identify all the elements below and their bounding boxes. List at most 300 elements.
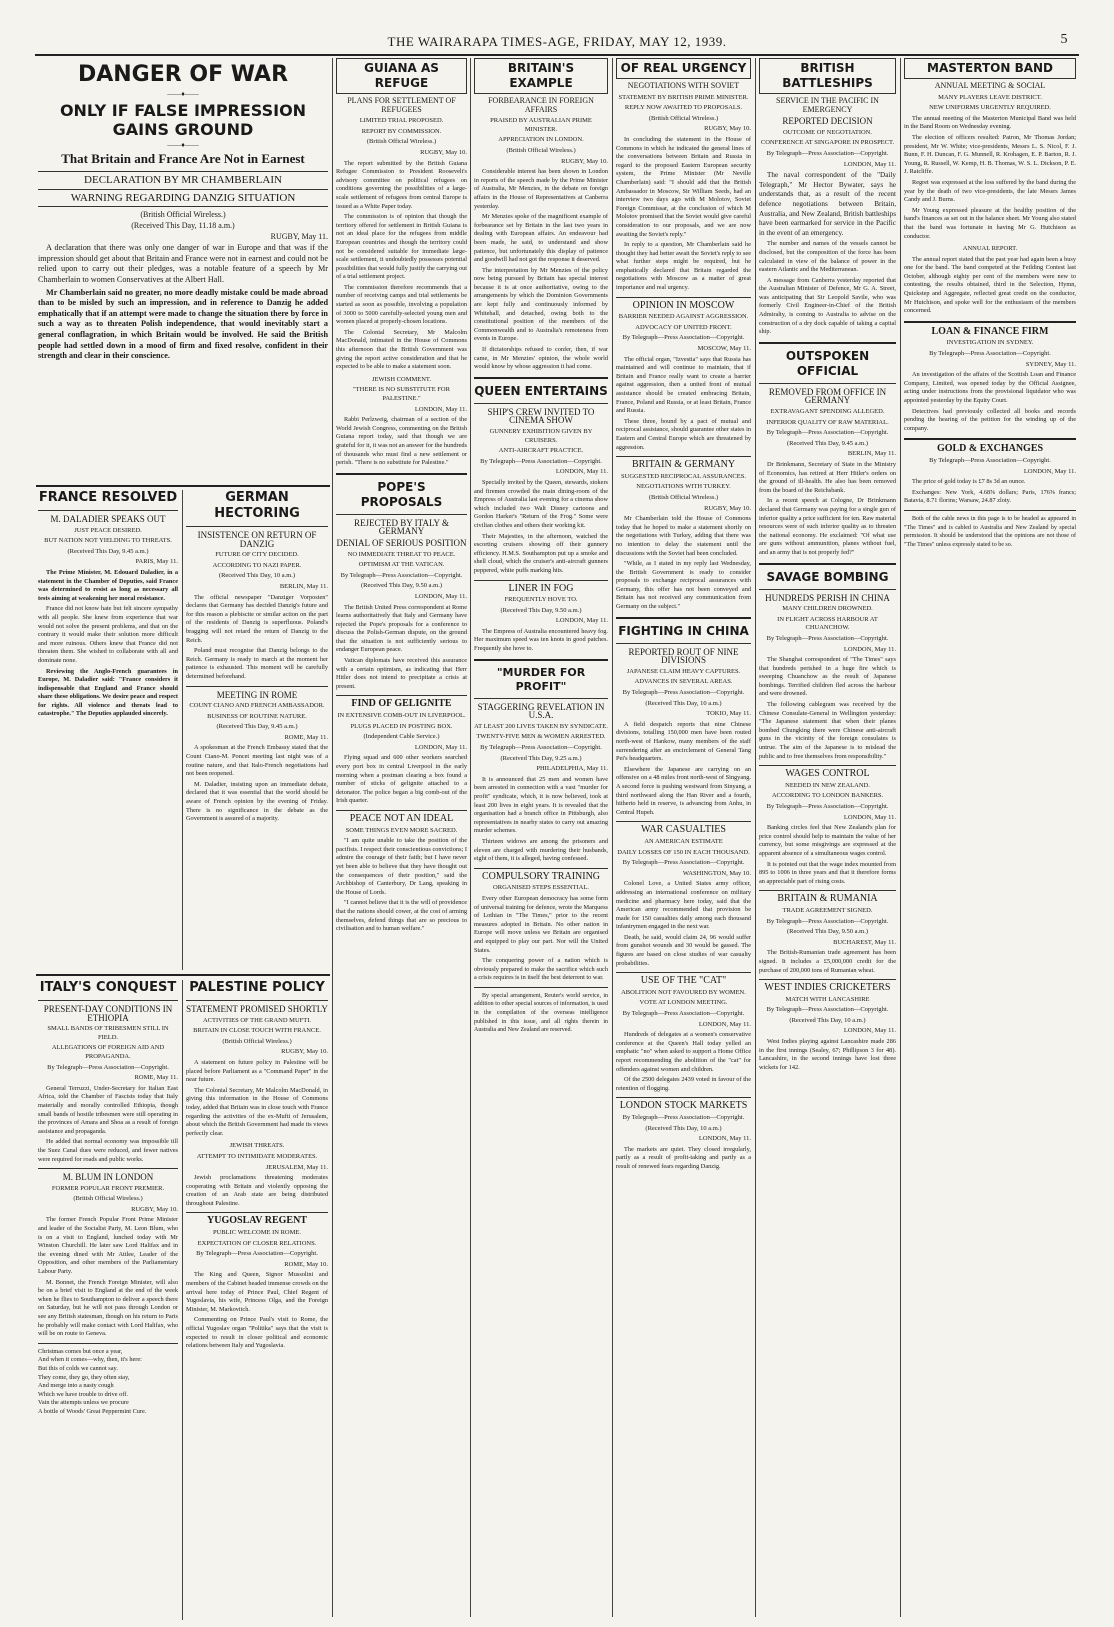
subheadline: REPORTED ROUT OF NINE DIVISIONS [628,646,739,666]
poem-line: And when it comes—why, then, it's here: [38,1356,142,1364]
subheadline: OUTCOME OF NEGOTIATION. [782,128,872,136]
column-divider [182,980,183,1620]
source-line: (British Official Wireless.) [648,114,719,122]
subheadline: TWENTY-FIVE MEN & WOMEN ARRESTED. [476,733,606,741]
paragraph: Regret was expressed at the loss suffered by the band during the year by the death of two vice-presidents, the late Messrs James Candy and J. Burns. [904,178,1076,204]
subheadline: IN FLIGHT ACROSS HARBOUR AT CHUANCHOW. [777,615,878,632]
subheadline: FUTURE OF CITY DECIDED. [215,551,299,559]
subheadline: FORMER POPULAR FRONT PREMIER. [51,1184,165,1192]
received-line: (Received This Day, 11.18 a.m.) [131,220,235,230]
paragraph: The Colonial Secretary, Mr Malcolm MacDonald, intimated in the House of Commons this afternoon that the British Government was giving the report active consideration and that he expected to be able to make a statement soon. [336,328,467,371]
article-danger-of-war [38,58,328,483]
subheadline: MANY CHILDREN DROWNED. [782,605,873,613]
rule [474,698,608,699]
headline: USE OF THE "CAT" [640,975,727,987]
paragraph: Considerable interest has been shown in London in reports of the speech made by the Prime Minister of Australia, Mr Menzies, in the debate on foreign affairs in the House of Representatives at Canberra yesterday. [474,168,608,210]
paragraph: Vatican diplomats have received this assurance with a certain optimism, as indicating that Herr Hitler does not intend to precipitate a crisis at present. [336,657,467,690]
rule [759,765,896,766]
subheadline: ALLEGATIONS OF FOREIGN AID AND PROPAGANDA. [51,1044,165,1060]
rule [904,438,1076,440]
column-4 [474,58,608,1613]
subheadline: PUBLIC WELCOME IN ROME. [213,1229,301,1237]
paragraph: Detectives had previously collected all books and records pending the hearing of the petition for the winding up of the company. [904,407,1076,432]
byline: By Telegraph—Press Association—Copyright. [929,456,1051,464]
subheadline: ACCORDING TO NAZI PAPER. [212,561,302,569]
paragraph: Colonel Love, a United States army officer, addressing an international conference on military medicine and pharmacy here today, said that the American army recommended that provision be made for 150 casualties daily among each thousand infantrymen engaged in the next war. [616,880,751,931]
headline: LONDON STOCK MARKETS [619,1100,748,1112]
byline: By Telegraph—Press Association—Copyright. [766,429,889,437]
rule [759,979,896,980]
paragraph: The election of officers resulted: Patron, Mr Thomas Jordan; president, Mr W. White; vice-presidents, Messrs L. S. Nicol, F. J. Bunn, F. H. Duncan, F. G. Munnell, R. Krohagen, E. P. Barton, R. J. Young, R. Russell, W. Kemp, H. B. Thomas, W. S. L. Dickson, P. E. J. Ratcliffe. [904,133,1076,176]
subheadline: BARRIER NEEDED AGAINST AGGRESSION. [618,313,749,321]
copyright-note: Both of the cable news in this page is to be headed as appeared in "The Times" and is cabled to Australia and New Zealand by special permission. It should be understood that the opinions are not those of "The Times" unless expressly stated to be so. [904,515,1076,548]
headline: FRANCE RESOLVED [38,490,178,505]
rule [616,297,751,298]
subheadline: INSISTENCE ON RETURN OF DANZIG [197,530,317,549]
dateline: LONDON, May 11. [414,592,467,600]
subheadline: YUGOSLAV REGENT [207,1215,307,1227]
headline: BRITAIN & RUMANIA [777,893,878,905]
subheadline: ORGANISED STEPS ESSENTIAL. [493,884,589,892]
byline: By Telegraph—Press Association—Copyright. [766,917,889,925]
rule [616,821,751,822]
byline: By Telegraph—Press Association—Copyright. [766,803,889,810]
rule [759,342,896,344]
divider: ——♦—— [167,140,199,149]
subheadline: JUST PEACE DESIRED. [74,526,142,534]
subheadline: ABOLITION NOT FAVOURED BY WOMEN. [621,988,746,996]
headline: BRITAIN'S EXAMPLE [507,61,575,90]
column-7 [904,58,1076,1613]
column-3 [336,58,467,1613]
paragraph: In concluding the statement in the House of Commons in which he indicated the general lines of the conversations between Britain and Russia in regard to the proposed Eastern European security system, the Prime Minister (Mr Neville Chamberlain) said: "I should add that the British Ambassador in Moscow, Sir William Seeds, had an interview two days ago with M Molotov, Soviet Foreign Commissar, at the conclusion of which M Molotov promised that the Soviet would give careful consideration to our proposals, and we are now awaiting the Soviet's reply." [616,135,751,238]
paragraph: In reply to a question, Mr Chamberlain said he thought they had better await the Soviet's reply to see what further steps might be required, but he emphatically declared that Britain regarded the negotiations with Moscow as a matter of great importance and real urgency. [616,241,751,292]
subheadline: ANNUAL REPORT. [962,245,1018,253]
paragraph: "I cannot believe that it is the will of providence that the nations should cower, at the cost of arming themselves, defend things that are so precious to civilisation and to human welfare." [336,899,467,933]
paragraph: The King and Queen, Signor Mussolini and members of the Cabinet headed immense crowds on the arrival here today of Prince Paul, Chief Regent of Yugoslavia, his wife, Princess Olga, and the Foreign Minister, M. Markovitch. [186,1271,328,1313]
subheadline: NEW UNIFORMS URGENTLY REQUIRED. [929,104,1051,112]
paragraph: It is pointed out that the wage index mounted from 895 to 1006 in three years and that it therefore forms an appreciable part of rising costs. [759,860,896,885]
subheadline: ATTEMPT TO INTIMIDATE MODERATES. [196,1152,318,1160]
paragraph: "I am quite unable to take the position of the pacifists. I respect their conscientious convictions; I admire the courage of their faith; but I have never yet been able to believe that they have thought out the consequences of their position," said the Archbishop of Canterbury, Dr Lang, speaking in the House of Lords. [336,837,467,896]
dateline: RUGBY, May 10. [131,1205,178,1213]
subheadline: AN AMERICAN ESTIMATE [644,837,723,845]
subheadline: WARNING REGARDING DANZIG SITUATION [70,191,296,204]
received-line: (Received This Day, 9.50 a.m.) [786,928,869,936]
rule [186,1000,328,1001]
received-line: (Received This Day, 10 a.m.) [218,572,296,580]
rule [336,695,467,696]
column-6 [759,58,896,1613]
received-line: (Received This Day, 10 a.m.) [789,1016,866,1024]
subheadline: M. DALADIER SPEAKS OUT [50,514,166,524]
dateline: RUGBY, May 10. [420,148,467,156]
source-line: (Independent Cable Service.) [363,733,440,741]
subheadline: EXTRAVAGANT SPENDING ALLEGED. [770,408,885,416]
dateline: SYDNEY, May 11. [1025,360,1076,368]
subheadline: That Britain and France Are Not in Earnest [61,151,305,167]
poem-line: But this of colds we cannot say. [38,1364,118,1372]
divider: ——♦—— [167,90,199,98]
paragraph: Reviewing the Anglo-French guarantees in Europe, M. Daladier said: "France considers it indispensable that England and France should share these obligations. We desire peace and respect for rights. All violence and threats lead to catastrophe." The Deputies applauded sincerely. [38,667,178,718]
headline: COMPULSORY TRAINING [481,870,601,882]
rule [759,890,896,891]
subheadline: REJECTED BY ITALY & GERMANY [354,517,449,537]
subheadline: ADVOCACY OF UNITED FRONT. [635,323,732,331]
article-masterton-band [904,58,1076,79]
paragraph: A spokesman at the French Embassy stated that the Count Ciano-M. Poncet meeting last night was of a routine nature, and that Italo-French negotiations had not been reopened. [186,744,328,778]
dateline: RUGBY, May 10. [281,1048,328,1056]
subheadline: STATEMENT PROMISED SHORTLY [186,1004,328,1014]
headline: GERMAN HECTORING [214,490,300,521]
paragraph: General Terruzzi, Under-Secretary for Italian East Africa, told the Chamber of Fascists today that Italy materially and morally controlled Ethiopia, though small bands of hostile tribesmen were still operating in the provinces of Amara and Shoa as a result of foreign assistance and propaganda. [38,1084,178,1135]
dateline: JERUSALEM, May 11. [265,1163,328,1171]
subheadline: MEETING IN ROME [216,689,298,700]
paragraph: The British-Rumanian trade agreement has been signed. It includes a £5,000,000 credit for the purchase of 200,000 tons of Rumanian wheat. [759,949,896,974]
rule [904,510,1076,511]
subheadline: AT LEAST 200 LIVES TAKEN BY SYNDICATE. [474,722,608,730]
headline: WAGES CONTROL [785,768,870,780]
dateline: LONDON, May 11. [843,160,896,168]
byline: By Telegraph—Press Association—Copyright. [766,149,889,157]
rule [759,563,896,565]
subheadline: ACTIVITIES OF THE GRAND MUFTI. [202,1016,312,1024]
headline: BRITAIN & GERMANY [631,459,736,471]
rule [336,810,467,811]
received-line: (Received This Day, 9.50 a.m.) [500,606,582,614]
subheadline: BUSINESS OF ROUTINE NATURE. [207,712,307,720]
subheadline: MATCH WITH LANCASHIRE [785,995,870,1003]
dateline: TOKIO, May 11. [706,710,751,718]
subheadline: NO IMMEDIATE THREAT TO PEACE. [347,550,456,558]
subheadline: CONFERENCE AT SINGAPORE IN PROSPECT. [760,139,895,147]
paragraph: Mr Young expressed pleasure at the healthy position of the band's finances as set out in the balance sheet. Mr Young also stated that the band was fortunate in having Mr G. Hutchison as conductor. [904,206,1076,240]
article-france-resolved [38,490,178,970]
source-line: (British Official Wireless.) [222,1037,292,1045]
paragraph: Mr Menzies spoke of the magnificent example of forbearance set by Britain in the last two years in dealing with European affairs. An endeavour had been made, he said, to understand and show patience, but unfortunately this display of patience and goodwill had not got the response it deserved. [474,213,608,264]
byline: By Telegraph—Press Association—Copyright. [622,1010,745,1018]
dateline: LONDON, May 11. [843,1027,896,1035]
paragraph: The following cablegram was received by the Chinese Consulate-General in Wellington yesterday: "The Japanese statement that when their planes bombed Chungking there were Chinese anti-aircraft guns in the vicinity of the foreign consulates is untrue. The aim of the Japanese is to mislead the public and to free themselves from responsibility." [759,701,896,760]
paragraph: The Empress of Australia encountered heavy fog. Her maximum speed was ten knots in good patches. Frequently she hove to. [474,627,608,653]
poem-line: Christmas comes but once a year, [38,1347,123,1355]
received-line: (Received This Day, 9.45 a.m.) [216,723,298,731]
headline: POPE'S PROPOSALS [360,479,443,509]
subheadline: GUNNERY EXHIBITION GIVEN BY CRUISERS. [489,428,593,444]
headline: FIND OF GELIGNITE [351,698,452,710]
rule [336,514,467,515]
headline: "MURDER FOR PROFIT" [496,665,586,693]
rule [38,1000,178,1001]
source-line: (British Official Wireless.) [648,493,719,501]
subheadline: APPRECIATION IN LONDON. [498,136,584,144]
paragraph: A message from Canberra yesterday reported that the Australian Minister of Defence, Mr G. A. Street, was anticipating that Sir Leopold Savile, who was formerly Civil Engineer-in-Chief of the British Admiralty, is coming to Australia to advise on the construction of a dry dock capable of taking a capital ship. [759,276,896,336]
rule [759,383,896,384]
subheadline: FORBEARANCE IN FOREIGN AFFAIRS [488,96,594,114]
column-divider [182,490,183,970]
paragraph: An investigation of the affairs of the Scottish Loan and Finance Company, Limited, was opened today by the Official Assignee, acting under instructions from the provisional liquidator who was appointed yesterday by the Equity Court. [904,371,1076,404]
rule [616,972,751,973]
subheadline: FREQUENTLY HOVE TO. [504,596,578,604]
subheadline: HUNDREDS PERISH IN CHINA [765,592,890,603]
subheadline: STAGGERING REVELATION IN U.S.A. [477,701,605,721]
paragraph: Death, he said, would claim 24, 96 would suffer from gunshot wounds and 30 would be gassed. The figures are based on close studies of war casualty probabilities. [616,933,751,967]
dateline: MOSCOW, May 11. [697,345,751,353]
paragraph: Exchanges: New York, 4.68⅝ dollars; Paris, 176⅝ francs; Batavia, 8.71 florins; Warsaw, 24.87 zloty. [904,488,1076,505]
rule [38,1343,178,1344]
dateline: LONDON, May 11. [555,617,608,625]
subheadline: EXPECTATION OF CLOSER RELATIONS. [197,1239,317,1247]
paragraph: The commission is of opinion that though the territory offered for settlement in British Guiana is not an ideal place for the refugees from middle European countries and though the territory could not be considered suitable for immediate large-scale settlement, it undoubtedly possesses potential possibilities that would fully justify the carrying out of a trial settlement project. [336,213,467,281]
paragraph: The interpretation by Mr Menzies of the policy now being pursued by Britain has special interest because it is at once authoritative, owing to the arrangements by which the Dominion Governments are kept fully and continuously informed by Whitehall, and detached, owing both to the constitutional position of the members of the Commonwealth and to Australia's remoteness from events in Europe. [474,266,608,343]
paragraph: Commenting on Prince Paul's visit to Rome, the official Yugoslav organ "Politika" says that the visit is expected to result in closer political and economic relations between Italy and Yugoslavia. [186,1316,328,1350]
subheadline: PLUGS PLACED IN POSTING BOX. [350,722,453,730]
paragraph: A field despatch reports that nine Chinese divisions, totalling 150,000 men have been routed north-west of Hankow, many members of the staff surrendering after an encirclement of General Tang Pei's headquarters. [616,720,751,763]
subheadline: PLANS FOR SETTLEMENT OF REFUGEES [347,96,456,114]
paragraph: The number and names of the vessels cannot be disclosed, but the composition of the force has been calculated in view of the balance of power in the eastern Atlantic and the Mediterranean. [759,240,896,274]
poem-line: Which we have trouble to drive off. [38,1390,128,1398]
paragraph: The report submitted by the British Guiana Refugee Commission to President Roosevelt's advisory committee on political refugees on conditions governing the possibilities of a large-scale settlement of refugees from central Europe is issued as a White Paper today. [336,159,467,210]
dateline: LONDON, May 11. [698,1020,751,1028]
subheadline: SERVICE IN THE PACIFIC IN EMERGENCY [776,96,879,114]
headline: BRITISH BATTLESHIPS [782,61,873,90]
headline: FIGHTING IN CHINA [618,623,749,638]
dateline: LONDON, May 11. [843,813,896,821]
headline: OUTSPOKEN OFFICIAL [785,348,870,378]
byline: By Telegraph—Press Association—Copyright. [196,1250,318,1258]
dateline: BUCHAREST, May 11. [833,938,896,946]
byline: By Telegraph—Press Association—Copyright. [47,1063,169,1071]
rule [474,377,608,379]
byline: By Telegraph—Press Association—Copyright. [622,689,745,697]
subheadline: OPTIMISM AT THE VATICAN. [358,561,445,569]
subheadline: TRADE AGREEMENT SIGNED. [782,906,873,914]
paragraph: Thirteen widows are among the prisoners and eleven are charged with murdering their husbands, eight of them, it is alleged, having confessed. [474,837,608,863]
paragraph: The conquering power of a nation which is obviously prepared to make the sacrifice which such a crisis requires is in itself the best deterrent to war. [474,957,608,982]
received-line: (Received This Day, 10 a.m.) [645,1124,722,1132]
subheadline: M. BLUM IN LONDON [62,1172,154,1183]
subheadline: MANY PLAYERS LEAVE DISTRICT. [938,93,1042,101]
paragraph: "While, as I stated in my reply last Wednesday, the British Government is ready to consider proposals to exchange reciprocal assurances with Germany, this offer has not been conveyed and Britain has not received any communication from Germany on the subject." [616,560,751,611]
source-line: (British Official Wireless.) [506,146,576,154]
paragraph: A statement on future policy in Palestine will be placed before Parliament as a "Command Paper" in the near future. [186,1058,328,1084]
headline: PEACE NOT AN IDEAL [349,812,454,824]
subheadline: JEWISH COMMENT. [371,375,432,383]
subheadline: BUT NATION NOT YIELDING TO THREATS. [44,537,172,545]
poem-line: And merge into a nasty cough [38,1382,114,1390]
subheadline: COUNT CIANO AND FRENCH AMBASSADOR. [189,702,325,710]
column-divider [612,58,613,1617]
headline: PALESTINE POLICY [189,980,325,995]
subheadline: NEGOTIATIONS WITH SOVIET [627,81,740,90]
byline: By Telegraph—Press Association—Copyright. [480,744,602,752]
rule [474,868,608,869]
paragraph: Their Majesties, in the afternoon, watched the escorting cruisers showing off their gunnery efficiency. H.M.S. Southampton put up a smoke and shell cloud, which the cruiser's anti-aircraft gunners peppered, white puffs marking hits. [474,532,608,574]
rule [616,456,751,457]
paragraph: The annual report stated that the past year had again been a busy one for the band. The band competed at the Feilding Contest last October, although eighty per cent of the members were new to contesting, the results obtained, third in the Selection, Hymn, Quickstep and Aggregate, reflected great credit on the conductor, Mr Hutchison, and spoke well for the enthusiasm of the members concerned. [904,255,1076,315]
byline: By Telegraph—Press Association—Copyright. [340,571,463,579]
paragraph: M. Bonnet, the French Foreign Minister, will also be on a brief visit to England at the end of the week when he flies to Southampton to deliver a speech there on Saturday, but he will not pass through London or see any British statesman, though on his return to Paris he probably will make contact with Lord Halifax, who will be on route to Geneva. [38,1278,178,1338]
subheadline: SMALL BANDS OF TRIBESMEN STILL IN FIELD. [47,1025,169,1041]
dateline: WASHINGTON, May 10. [682,869,751,877]
poem-line: A bottle of Woods' Great Peppermint Cure. [38,1407,147,1415]
subheadline: REMOVED FROM OFFICE IN GERMANY [768,386,887,406]
dateline: PHILADELPHIA, May 11. [536,765,608,773]
rule [36,974,330,976]
paragraph: The commission therefore recommends that a number of receiving camps and trial settlements be started as soon as possible, involving a population of 3000 to 5000 carefully-selected young men and women placed at properly-chosen locations. [336,283,467,326]
dateline: BERLIN, May 11. [279,582,328,590]
rule [186,1212,328,1213]
page-number: 5 [1060,32,1068,47]
paragraph: Rabbi Perlzweig, chairman of a section of the World Jewish Congress, commenting on the British Guiana report today, said that though we are grateful for it, it was not an answer for the hundreds of thousands who must find a new settlement or perish. "There is no substitute for Palestine." [336,416,467,467]
subheadline: ANTI-AIRCRAFT PRACTICE. [498,447,584,455]
dateline: RUGBY, May 11. [270,231,328,241]
subheadline: ACCORDING TO LONDON BANKERS. [771,792,884,800]
subheadline: REPORTED DECISION [782,116,873,127]
rule [38,510,178,511]
paragraph: Mr Chamberlain said no greater, no more deadly mistake could be made abroad than to be misled by such an impression, and in reference to Danzig he added emphatically that if an attempt were made to change the situation there by force in such a way as to threaten Polish independence, that would inevitably start a general conflagration, in which Britain would be involved. He said the British people had settled down in a mood of firm and fixed resolve, confident in their strength and clear in their conscience. [38,287,328,361]
rule [474,659,608,661]
rule [336,473,467,475]
rule [36,485,330,487]
rule [38,171,328,172]
dateline: ROME, May 11. [284,733,328,741]
headline: GOLD & EXCHANGES [936,443,1044,455]
headline: SAVAGE BOMBING [766,569,889,584]
paragraph: If dictatorships refused to confer, then, if war came, in Mr Menzies' opinion, the whole world would know by whose aggression it had come. [474,346,608,371]
paragraph: West Indies playing against Lancashire made 286 in the first innings (Sealey, 67; Phillipson 3 for 48). Lancashire, in the second innings have lost three wickets for 142. [759,1038,896,1071]
byline: By Telegraph—Press Association—Copyright. [622,334,745,342]
subheadline: PRAISED BY AUSTRALIAN PRIME MINISTER. [490,117,592,133]
byline: By Telegraph—Press Association—Copyright. [622,1113,745,1121]
paragraph: These three, bound by a pact of mutual and reciprocal assistance, should guarantee other states in Eastern and Central Europe which are threatened by aggression. [616,417,751,451]
headline: ITALY'S CONQUEST [39,980,177,995]
dateline: PARIS, May 11. [135,558,178,566]
paragraph: The naval correspondent of the "Daily Telegraph," Mr Hector Bywater, says he understands that, as a result of the recent defence negotiations between Britain, Australia, and New Zealand, British battleships have been earmarked for service in the Pacific in the event of an emergency. [759,171,896,237]
rule [616,1097,751,1098]
dateline: LONDON, May 11. [414,743,467,751]
byline: By Telegraph—Press Association—Copyright. [766,1006,889,1014]
column-5 [616,58,751,1613]
subheadline: NEEDED IN NEW ZEALAND. [785,781,870,789]
headline: OPINION IN MOSCOW [632,299,735,311]
dateline: LONDON, May 11. [414,405,467,413]
masthead [0,30,1114,54]
paragraph: A declaration that there was only one danger of war in Europe and that was if the impression should get about that Britain and France were not in earnest and could not be relied upon to carry out their pledges, was a notable feature of a speech by Mr Chamberlain to women Conservatives at the Albert Hall. [38,243,328,284]
subheadline: SUGGESTED RECIPROCAL ASSURANCES. [621,472,746,480]
dateline: LONDON, May 11. [1023,467,1076,475]
subheadline: NEGOTIATIONS WITH TURKEY. [636,483,731,491]
subheadline: LIMITED TRIAL PROPOSED. [359,117,444,125]
paragraph: The former French Popular Front Prime Minister and leader of the Socialist Party, M. Leon Blum, who is on a visit to England, lunched today with Mr Winston Churchill. He later saw Lord Halifax and in the evening dined with Mr Attlee, Leader of the Opposition, and other members of the Parliamentary Labour Party. [38,1216,178,1276]
subheadline: BRITAIN IN CLOSE TOUCH WITH FRANCE. [193,1027,321,1035]
poem-line: Vain the attempts unless we procure [38,1399,129,1407]
paragraph: Of the 2500 delegates 2439 voted in favour of the retention of flogging. [616,1076,751,1092]
headline: GUIANA AS REFUGE [364,61,439,90]
source-line: (British Official Wireless.) [140,210,226,220]
headline: LOAN & FINANCE FIRM [931,325,1049,337]
top-rule [35,54,1079,56]
rule [38,206,328,207]
article-real-urgency [616,58,751,79]
paragraph: Banking circles feel that New Zealand's plan for price control should help to maintain the value of her currency, but some misgivings are expressed at the apparent absence of a simultaneous wages control. [759,824,896,857]
subheadline: INFERIOR QUALITY OF RAW MATERIAL. [766,418,889,426]
paragraph: The official organ, "Izvestia" says that Russia has maintained and will continue to maintain, that if Britain and France really want to create a barrier against aggression, then a united front of mutual assistance should be created embracing Britain, France, Poland and Russia, or at least Britain, France and Russia. [616,355,751,415]
column-divider [470,58,471,1617]
paragraph: The official newspaper "Danziger Vorposten" declares that Germany has decided Danzig's future and for this reason a plebiscite or similar action on the part of the residents of Danzig is superfluous. Poland's bragging will not retard the return of Danzig to the Reich. [186,593,328,644]
paragraph: Jewish proclamations threatening moderates cooperating with Britain and violently opposing the creation of an Arab state are being distributed throughout Palestine. [186,1174,328,1207]
subheadline: REPORT BY COMMISSION. [361,127,442,135]
rule [474,403,608,404]
received-line: (Received This Day, 9.45 a.m.) [786,439,869,447]
paragraph: The British United Press correspondent at Rome learns authoritatively that Italy and Germany have rejected the Pope's proposals for a conference to discuss the Polish-German dispute, on the ground that the situation is not sufficiently serious to endanger European peace. [336,603,467,654]
rule [904,321,1076,323]
column-divider [900,58,901,1617]
rule [616,617,751,619]
headline: LINER IN FOG [508,582,574,594]
rule [474,580,608,581]
paragraph: Hundreds of delegates at a women's conservative conference at the Queen's Hall today yelled an emphatic "no" when asked to support a Home Office report recommending the abolition of the "cat" for offenders against women and children. [616,1031,751,1073]
paragraph: He added that normal economy was impossible till the Suez Canal dues were reduced, and fewer natives were required for roads and public works. [38,1138,178,1163]
article-palestine-policy [186,980,328,1620]
source-line: (British Official Wireless.) [73,1195,143,1203]
rule [759,589,896,590]
subheadline: "THERE IS NO SUBSTITUTE FOR PALESTINE." [353,386,450,402]
column-divider [332,58,333,1617]
article-german-hectoring [186,490,328,970]
received-line: (Received This Day, 10 a.m.) [645,699,722,707]
paragraph: The Prime Minister, M. Edouard Daladier, in a statement in the Chamber of Deputies, said France was determined to resist as long as necessary all tests aiming at weakening her moral resistance. [38,568,178,602]
subheadline: PRESENT-DAY CONDITIONS IN ETHIOPIA [43,1004,173,1023]
subheadline: VOTE AT LONDON MEETING. [639,999,728,1007]
dateline: ROME, May 10. [284,1260,328,1268]
dateline: LONDON, May 11. [555,468,608,476]
subheadline: STATEMENT BY BRITISH PRIME MINISTER. [618,93,749,101]
headline: DANGER OF WAR [77,62,289,87]
subheadline: ANNUAL MEETING & SOCIAL [934,81,1046,90]
source-line: (British Official Wireless.) [366,138,437,146]
subheadline: DECLARATION BY MR CHAMBERLAIN [84,174,282,187]
rule [186,526,328,527]
paragraph: Specially invited by the Queen, stewards, stokers and firemen crowded the main dining-room of the Empress of Australia last evening for a cinema show which included two Walt Disney cartoons and Gordon Harker's "Return of the Frog." Some were civilian clothes and others their working kit. [474,478,608,529]
article-britains-example [474,58,608,94]
headline: WAR CASUALTIES [641,824,726,836]
paragraph: The price of gold today is £7 8s 3d an ounce. [912,478,1026,486]
paragraph: The markets are quiet. They closed irregularly, partly as a result of profit-taking and partly as a result of renewed fears regarding Danzig. [616,1145,751,1170]
subheadline: JEWISH THREATS. [229,1142,285,1150]
headline: OF REAL URGENCY [620,61,747,75]
rule [186,686,328,687]
paragraph: The annual meeting of the Masterton Municipal Band was held in the Band Room on Wednesday evening. [904,114,1076,131]
headline: QUEEN ENTERTAINS [474,383,608,398]
paragraph: Mr Chamberlain told the House of Commons today that he hoped to make a statement shortly on the negotiations with Turkey, adding that there was no intention to delay the statement until the discussions with the Soviet had been concluded. [616,515,751,557]
subheadline: REPLY NOW AWAITED TO PROPOSALS. [624,104,743,112]
byline: By Telegraph—Press Association—Copyright. [480,457,602,465]
byline: By Telegraph—Press Association—Copyright. [929,350,1051,358]
paragraph: Flying squad and 600 other workers searched every port box in central Liverpool in the early morning when a postman clearing a box found a number of sticks of gelignite attached to a detonator. The police began a big comb-out of the Irish quarter. [336,754,467,805]
headline: WEST INDIES CRICKETERS [764,982,891,994]
dateline: RUGBY, May 10. [704,125,751,133]
poem-line: They come, they go, they often stay, [38,1373,130,1381]
paragraph: The Colonial Secretary, Mr Malcolm MacDonald, in giving this information in the House of Commons today, added that Britain was in close touch with France regarding the activities of the ex-Mufti of Jerusalem, about which the British Government had made its views perfectly clear. [186,1086,328,1137]
headline: MASTERTON BAND [927,61,1053,75]
subheadline: ONLY IF FALSE IMPRESSION GAINS GROUND [59,100,307,139]
received-line: (Received This Day, 9.25 a.m.) [500,754,582,762]
advertisement-poem [38,1348,178,1417]
masthead-title: THE WAIRARAPA TIMES-AGE, FRIDAY, MAY 12, 1939. [387,34,727,49]
article-italys-conquest [38,980,178,1620]
subheadline: IN EXTENSIVE COMB-OUT IN LIVERPOOL. [337,712,466,720]
